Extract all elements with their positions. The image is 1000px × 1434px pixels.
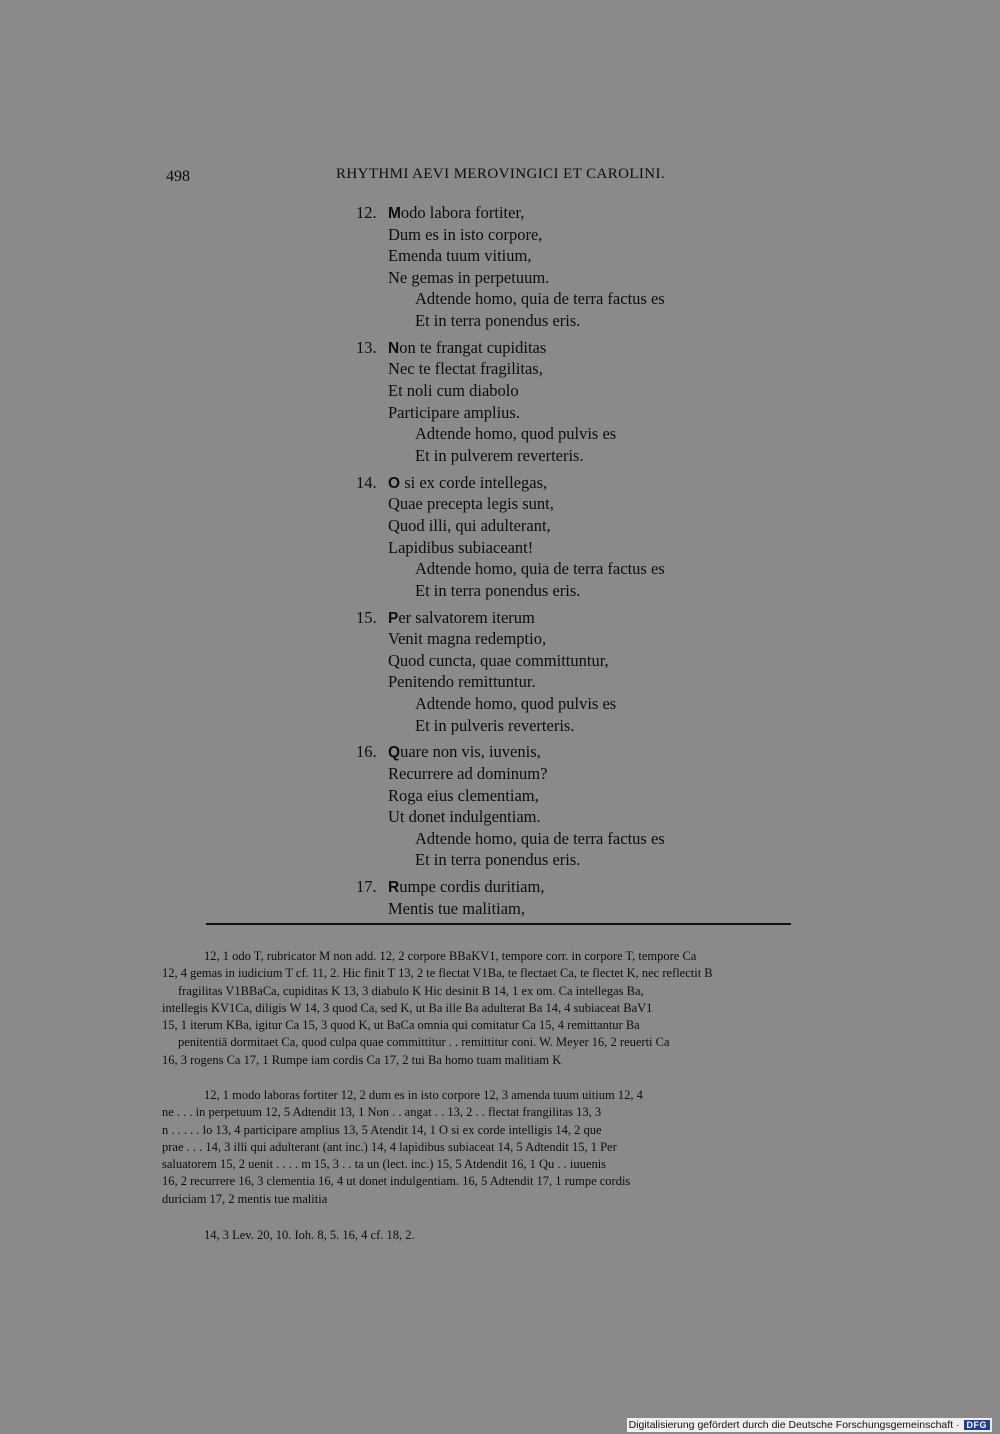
refrain-line: Adtende homo, quia de terra factus es [415,289,665,309]
verse-text: Recurrere ad dominum? [388,764,548,784]
verse-line [340,650,820,672]
verse-line [340,245,820,267]
verse-line [340,785,820,807]
verse-line [340,628,820,650]
running-head: RHYTHMI AEVI MEROVINGICI ET CAROLINI. [336,166,666,182]
verse-text: Quae precepta legis sunt, [388,494,554,514]
verse-text: Ne gemas in perpetuum. [388,267,550,287]
verse-line [340,898,820,920]
credit-text: Digitalisierung gefördert durch die Deutsche Forschungsgemeinschaft · [628,1419,960,1431]
stanza [340,472,820,602]
digitization-credit [627,1418,992,1432]
apparatus-line: 15, 1 iterum KBa, igitur Ca 15, 3 quod K, ut BaCa omnia qui comitatur Ca 15, 4 remittantur Ba [162,1018,640,1033]
verse-line [340,763,820,785]
verse-line [340,402,820,424]
stanza [340,876,820,919]
refrain-line: Et in terra ponendus eris. [415,850,581,870]
stanza-number: 14. [356,472,377,492]
refrain-line: Et in pulverem reverteris. [415,445,584,465]
refrain-line: Adtende homo, quia de terra factus es [415,828,665,848]
verse-text: uare non vis, iuvenis, [400,742,541,762]
stanza [340,741,820,871]
transcription-line: duriciam 17, 2 mentis tue malitia [162,1191,328,1206]
apparatus-line: intellegis KV1Ca, diligis W 14, 3 quod Ca, sed K, ut Ba ille Ba adulterat Ba 14, 4 subiaceat BaV1 [162,1000,653,1015]
apparatus-line: fragilitas V1BBaCa, cupiditas K 13, 3 diabulo K Hic desinit B 14, 1 ex om. Ca intellegas Ba, [178,983,644,998]
dfg-logo: DFG [964,1420,991,1430]
transcription-line: ne . . . in perpetuum 12, 5 Adtendit 13, 1 Non . . angat . . 13, 2 . . flectat frangilitas 13, 3 [162,1105,602,1120]
verse-line [340,337,820,359]
verse-line [340,358,820,380]
verse-text: Ut donet indulgentiam. [388,807,541,827]
refrain-line: Adtende homo, quia de terra factus es [415,559,665,579]
stanza [340,607,820,737]
verse-text: Et noli cum diabolo [388,381,519,401]
verse-line [340,607,820,629]
verse-text: Penitendo remittuntur. [388,672,536,692]
verse-text: Mentis tue malitiam, [388,898,526,918]
verse-line [340,267,820,289]
verse-line [340,537,820,559]
stanza-number: 17. [356,877,377,897]
verse-line [340,472,820,494]
transcription-line: 12, 1 modo laboras fortiter 12, 2 dum es in isto corpore 12, 3 amenda tuum uitium 12, 4 [204,1088,643,1102]
verse-text: Dum es in isto corpore, [388,224,543,244]
stanza-initial: M [388,205,401,222]
transcription-line: 16, 2 recurrere 16, 3 clementia 16, 4 ut donet indulgentiam. 16, 5 Adtendit 17, 1 rumpe cordis [162,1174,631,1189]
verse-line [340,202,820,224]
stanza-number: 16. [356,742,377,762]
refrain-line: Et in terra ponendus eris. [415,580,581,600]
stanza-initial: R [388,879,400,897]
verse-text: er salvatorem iterum [398,607,535,627]
verse-line [340,493,820,515]
transcription-line: saluatorem 15, 2 uenit . . . . m 15, 3 . . ta un (lect. inc.) 15, 5 Atdendit 16, 1 Qu . . iuuenis [162,1157,607,1172]
stanza [340,337,820,467]
apparatus-line: 12, 4 gemas in iudicium T cf. 11, 2. Hic finit T 13, 2 te flectat V1Ba, te flectaet Ca, te flectet K, nec reflectit B [162,966,713,981]
verse-line [340,224,820,246]
stanza-number: 13. [356,337,377,357]
transcription-line: prae . . . 14, 3 illi qui adulterant (ant inc.) 14, 4 lapidibus subiaceat 14, 5 Adtendit 15, 1 Per [162,1139,617,1154]
page-number: 498 [166,168,190,185]
footnote-rule [206,923,791,925]
refrain-line: Et in pulveris reverteris. [415,715,575,735]
transcription-line: n . . . . . lo 13, 4 participare amplius 13, 5 Atendit 14, 1 O si ex corde intelligis 14, 2 que [162,1122,602,1137]
verse-text: si ex corde intellegas, [400,472,548,492]
refrain-line: Et in terra ponendus eris. [415,310,581,330]
verse-text: Venit magna redemptio, [388,629,547,649]
verse-line [340,380,820,402]
apparatus-line: 16, 3 rogens Ca 17, 1 Rumpe iam cordis Ca 17, 2 tui Ba homo tuam malitiam K [162,1052,562,1067]
stanza-initial: P [388,609,399,627]
apparatus-line: 12, 1 odo T, rubricator M non add. 12, 2 corpore BBaKV1, tempore corr. in corpore T, tempore Ca [204,949,697,963]
verse-text: odo labora fortiter, [400,203,525,222]
verse-text: on te frangat cupiditas [399,337,547,357]
apparatus-line: penitentiā dormitaet Ca, quod culpa quae committitur . . remittitur coni. W. Meyer 16, 2 reuerti Ca [178,1035,670,1050]
source-line: 14, 3 Lev. 20, 10. Ioh. 8, 5. 16, 4 cf. 18, 2. [204,1228,415,1242]
stanza-initial: N [388,339,400,357]
refrain-line: Adtende homo, quod pulvis es [415,424,617,444]
source-references [162,1227,838,1244]
refrain-line: Adtende homo, quod pulvis es [415,693,617,713]
stanza-number: 12. [356,203,377,222]
verse-text: Roga eius clementiam, [388,785,539,805]
verse-text: Emenda tuum vitium, [388,246,532,266]
stanza-number: 15. [356,607,377,627]
verse-text: Participare amplius. [388,402,520,422]
poem [340,202,820,925]
stanza-initial: Q [388,744,401,762]
verse-text: umpe cordis duritiam, [399,877,545,897]
verse-line [340,515,820,537]
verse-line [340,876,820,898]
verse-text: Quod cuncta, quae committuntur, [388,650,609,670]
manuscript-transcription-notes [162,1087,838,1208]
verse-text: Nec te flectat fragilitas, [388,359,543,379]
verse-line [340,671,820,693]
verse-line [340,741,820,763]
stanza [340,202,820,332]
verse-text: Quod illi, qui adulterant, [388,515,551,535]
stanza-initial: O [388,474,401,492]
verse-line [340,806,820,828]
critical-apparatus [162,948,838,1069]
verse-text: Lapidibus subiaceant! [388,537,534,557]
